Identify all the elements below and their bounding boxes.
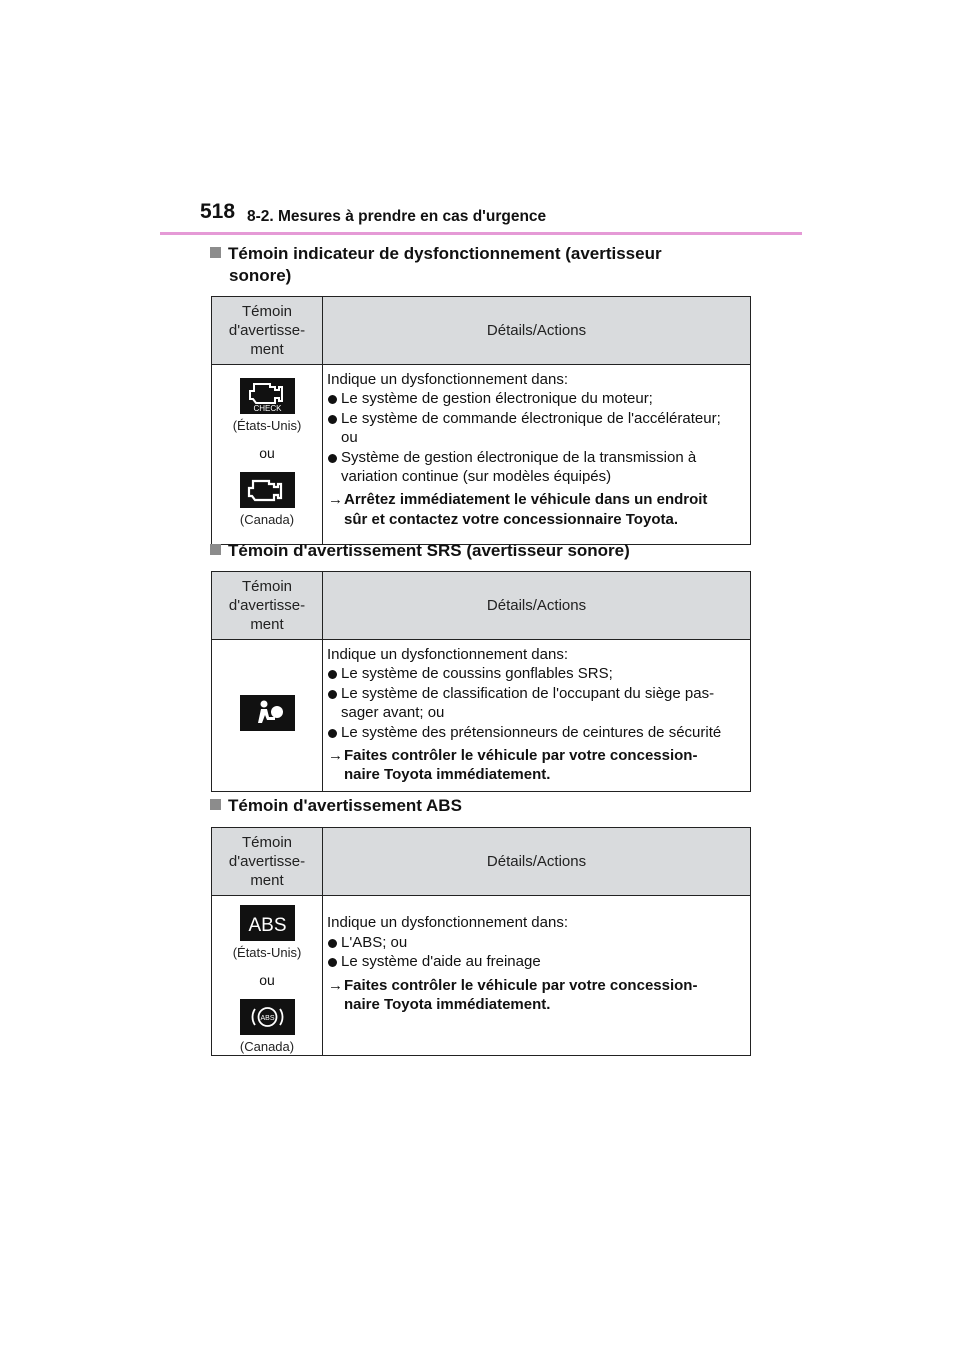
table-header-row [212, 828, 751, 896]
warning-table-mil [211, 296, 751, 545]
table-row [212, 640, 751, 792]
section-title: 8-2. Mesures à prendre en cas d'urgence [247, 208, 547, 225]
section-heading-abs: Témoin d'avertissement ABS [210, 795, 462, 817]
list-item: Le système de classification de l'occupant du siège pas- sager avant; ou [327, 684, 746, 723]
section-heading-mil: Témoin indicateur de dysfonctionnement (avertisseur sonore) [210, 243, 662, 287]
col-header-warning: Témoin d'avertisse- ment [212, 297, 323, 365]
table-row [212, 896, 751, 1056]
abs-icon [240, 905, 295, 941]
col-header-details: Détails/Actions [323, 572, 751, 640]
warning-table-srs [211, 571, 751, 792]
table-header-row [212, 297, 751, 365]
icon-cell [212, 896, 323, 1056]
list-item: Le système d'aide au freinage [327, 952, 746, 971]
list-item: Le système de gestion électronique du moteur; [327, 389, 746, 408]
action-text: → Faites contrôler le véhicule par votre concession- naire Toyota immédiatement. [328, 976, 698, 1014]
arrow-icon: → [328, 976, 343, 994]
details-cell [323, 365, 751, 545]
icon-caption-us: (États-Unis) [232, 418, 302, 433]
engine-icon [240, 472, 295, 508]
action-text: → Faites contrôler le véhicule par votre concession- naire Toyota immédiatement. [328, 747, 698, 784]
table-header-row [212, 572, 751, 640]
col-header-details: Détails/Actions [323, 297, 751, 365]
list-item: Le système des prétensionneurs de ceintures de sécurité [327, 723, 746, 742]
or-text: ou [341, 429, 358, 447]
icon-caption-canada: (Canada) [239, 1039, 295, 1054]
or-label: ou [259, 445, 275, 461]
icon-caption-canada: (Canada) [239, 512, 295, 527]
header-rule [160, 232, 802, 235]
details-cell [323, 640, 751, 792]
square-bullet-icon [210, 799, 221, 810]
page-number: 518 [200, 200, 236, 223]
or-label: ou [259, 972, 275, 988]
svg-text:ABS: ABS [247, 915, 287, 936]
col-header-details: Détails/Actions [323, 828, 751, 896]
col-header-warning: Témoin d'avertisse- ment [212, 572, 323, 640]
intro-text: Indique un dysfonctionnement dans: [327, 371, 569, 388]
col-header-warning: Témoin d'avertisse- ment [212, 828, 323, 896]
icon-caption-us: (États-Unis) [232, 945, 302, 960]
square-bullet-icon [210, 544, 221, 555]
list-item: Le système de commande électronique de l'accélérateur; [327, 409, 746, 428]
svg-text:CHECK: CHECK [252, 404, 282, 413]
svg-text:ABS: ABS [259, 1015, 275, 1022]
arrow-icon: → [328, 491, 343, 509]
arrow-icon: → [328, 747, 343, 765]
intro-text: Indique un dysfonctionnement dans: [327, 914, 569, 932]
action-text: → Arrêtez immédiatement le véhicule dans un endroit sûr et contactez votre concessionnaire Toyota. [328, 491, 708, 528]
abs-circle-icon [240, 999, 295, 1035]
warning-table-abs [211, 827, 751, 1056]
list-item: L'ABS; ou [327, 933, 746, 952]
list-item: Système de gestion électronique de la transmission à variation continue (sur modèles équipés) [327, 448, 746, 487]
section-heading-srs: Témoin d'avertissement SRS (avertisseur sonore) [210, 540, 630, 562]
icon-cell [212, 365, 323, 545]
details-cell [323, 896, 751, 1056]
table-row [212, 365, 751, 545]
list-item: Le système de coussins gonflables SRS; [327, 664, 746, 683]
square-bullet-icon [210, 247, 221, 258]
airbag-icon [240, 695, 295, 731]
check-engine-icon [240, 378, 295, 414]
intro-text: Indique un dysfonctionnement dans: [327, 646, 569, 663]
icon-cell [212, 640, 323, 792]
